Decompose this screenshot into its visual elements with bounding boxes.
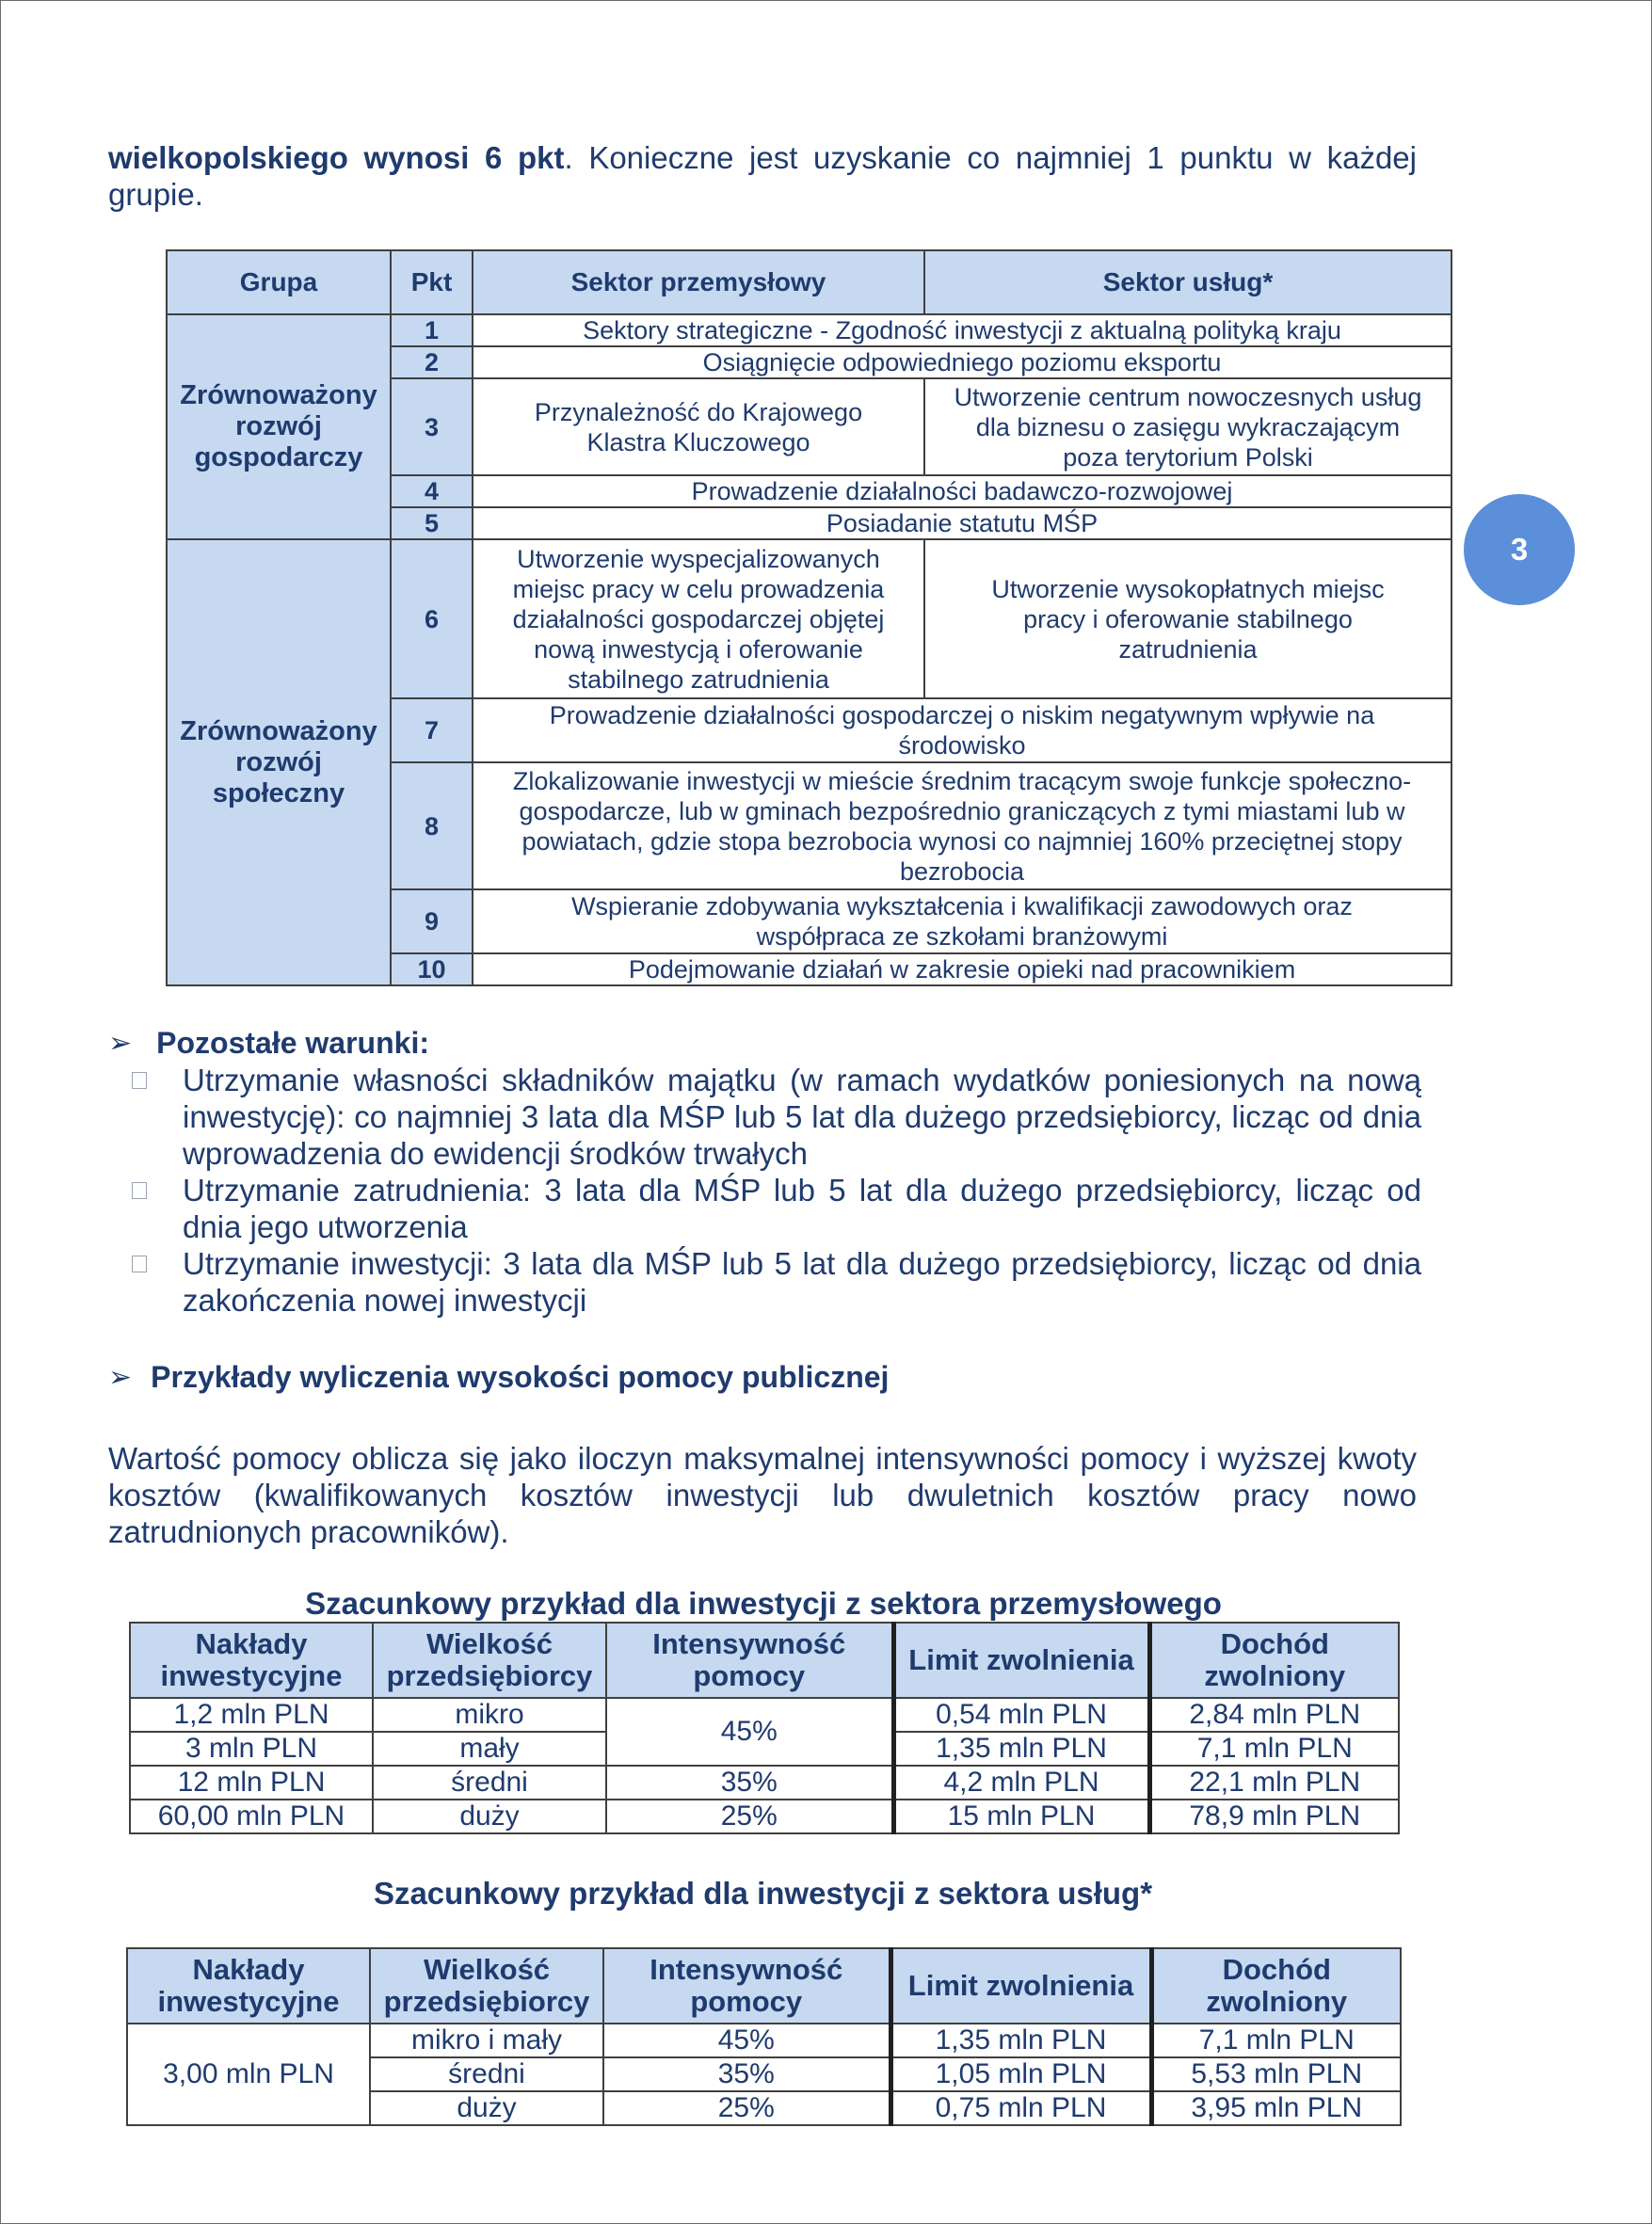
cell-naklady: 3 mln PLN — [130, 1732, 373, 1766]
page-number-badge: 3 — [1464, 494, 1575, 605]
cell-limit: 0,75 mln PLN — [890, 2091, 1151, 2125]
row-pkt: 5 — [391, 507, 473, 539]
arrow-bullet-icon: ➢ — [108, 1028, 133, 1059]
list-item — [132, 1062, 1421, 1172]
row-pkt: 1 — [391, 314, 473, 346]
row-criterion-przemysl: Utworzenie wyspecjalizowanych miejsc pracy w celu prowadzenia działalności gospodarczej objętej nową inwestycją i oferowanie stabilnego zatrudnienia — [473, 539, 924, 698]
cell-dochod: 7,1 mln PLN — [1151, 2024, 1401, 2057]
header-grupa: Grupa — [167, 250, 391, 314]
table-row — [127, 2024, 1401, 2057]
cell-intensywnosc: 45% — [603, 2024, 890, 2057]
header-dochod: Dochód zwolniony — [1151, 1948, 1401, 2024]
row-criterion: Sektory strategiczne - Zgodność inwestycji z aktualną polityką kraju — [473, 314, 1452, 346]
services-example-title: Szacunkowy przykład dla inwestycji z sektora usług* — [373, 1876, 1153, 1911]
cell-naklady: 12 mln PLN — [130, 1766, 373, 1800]
industry-header-row — [130, 1623, 1399, 1698]
cell-intensywnosc: 35% — [606, 1766, 893, 1800]
row-pkt: 8 — [391, 762, 473, 889]
list-item — [132, 1172, 1421, 1245]
cell-wielkosc: duży — [370, 2091, 603, 2125]
criteria-row — [167, 539, 1452, 698]
row-pkt: 9 — [391, 889, 473, 953]
intro-paragraph — [108, 139, 1417, 213]
cell-dochod: 2,84 mln PLN — [1149, 1698, 1399, 1732]
row-criterion: Prowadzenie działalności badawczo-rozwojowej — [473, 475, 1452, 507]
checkbox-bullet-icon — [132, 1256, 147, 1272]
cell-dochod: 5,53 mln PLN — [1151, 2057, 1401, 2091]
conditions-heading — [108, 1026, 429, 1061]
examples-heading-text: Przykłady wyliczenia wysokości pomocy publicznej — [151, 1360, 890, 1394]
header-dochod: Dochód zwolniony — [1149, 1623, 1399, 1698]
checkbox-bullet-icon — [132, 1072, 147, 1089]
examples-paragraph: Wartość pomocy oblicza się jako iloczyn maksymalnej intensywności pomocy i wyższej kwoty kosztów (kwalifikowanych kosztów inwestycji lub dwuletnich kosztów pracy nowo zatrudnionych pracowników). — [108, 1441, 1417, 1549]
cell-wielkosc: duży — [373, 1800, 606, 1833]
row-pkt: 3 — [391, 378, 473, 475]
cell-naklady: 3,00 mln PLN — [127, 2024, 370, 2125]
criteria-row — [167, 314, 1452, 346]
row-criterion: Zlokalizowanie inwestycji w mieście średnim tracącym swoje funkcje społeczno-gospodarcze, lub w gminach bezpośrednio graniczących z tymi miastami lub w powiatach, gdzie stopa bezrobocia wynosi co najmniej 160% przeciętnej stopy bezrobocia — [473, 762, 1452, 889]
cell-naklady: 1,2 mln PLN — [130, 1698, 373, 1732]
header-limit: Limit zwolnienia — [893, 1623, 1149, 1698]
row-pkt: 10 — [391, 953, 473, 985]
industry-example-title: Szacunkowy przykład dla inwestycji z sektora przemysłowego — [305, 1586, 1222, 1621]
header-naklady: Nakłady inwestycyjne — [130, 1623, 373, 1698]
header-pkt: Pkt — [391, 250, 473, 314]
list-item — [132, 1245, 1421, 1319]
cell-limit: 1,05 mln PLN — [890, 2057, 1151, 2091]
row-pkt: 7 — [391, 698, 473, 762]
header-wielkosc: Wielkość przedsiębiorcy — [370, 1948, 603, 2024]
cell-limit: 15 mln PLN — [893, 1800, 1149, 1833]
cell-dochod: 22,1 mln PLN — [1149, 1766, 1399, 1800]
condition-text: Utrzymanie inwestycji: 3 lata dla MŚP lub 5 lat dla dużego przedsiębiorcy, licząc od dnia zakończenia nowej inwestycji — [183, 1246, 1421, 1318]
header-sektor-przemyslowy: Sektor przemysłowy — [473, 250, 924, 314]
cell-limit: 0,54 mln PLN — [893, 1698, 1149, 1732]
cell-wielkosc: mikro i mały — [370, 2024, 603, 2057]
row-criterion: Prowadzenie działalności gospodarczej o niskim negatywnym wpływie na środowisko — [473, 698, 1452, 762]
group-gospodarczy: Zrównoważony rozwój gospodarczy — [167, 314, 391, 539]
row-pkt: 4 — [391, 475, 473, 507]
table-row — [130, 1800, 1399, 1833]
table-row — [130, 1766, 1399, 1800]
cell-limit: 1,35 mln PLN — [893, 1732, 1149, 1766]
cell-intensywnosc: 45% — [606, 1698, 893, 1766]
criteria-table — [166, 249, 1452, 986]
cell-dochod: 78,9 mln PLN — [1149, 1800, 1399, 1833]
cell-dochod: 7,1 mln PLN — [1149, 1732, 1399, 1766]
examples-heading — [108, 1360, 889, 1395]
arrow-bullet-icon: ➢ — [108, 1362, 133, 1393]
cell-intensywnosc: 25% — [603, 2091, 890, 2125]
intro-rest: . Konieczne jest uzyskanie co najmniej 1 punktu w każdej grupie. — [108, 140, 1417, 212]
criteria-header-row — [167, 250, 1452, 314]
header-sektor-uslug: Sektor usług* — [924, 250, 1452, 314]
cell-wielkosc: mikro — [373, 1698, 606, 1732]
checkbox-bullet-icon — [132, 1182, 147, 1199]
conditions-list — [132, 1062, 1421, 1319]
header-intensywnosc: Intensywność pomocy — [603, 1948, 890, 2024]
row-criterion: Wspieranie zdobywania wykształcenia i kwalifikacji zawodowych oraz współpraca ze szkołami branżowymi — [473, 889, 1452, 953]
header-wielkosc: Wielkość przedsiębiorcy — [373, 1623, 606, 1698]
header-limit: Limit zwolnienia — [890, 1948, 1151, 2024]
row-criterion: Posiadanie statutu MŚP — [473, 507, 1452, 539]
cell-limit: 1,35 mln PLN — [890, 2024, 1151, 2057]
group-spoleczny: Zrównoważony rozwój społeczny — [167, 539, 391, 985]
header-naklady: Nakłady inwestycyjne — [127, 1948, 370, 2024]
row-criterion-uslugi: Utworzenie wysokopłatnych miejsc pracy i oferowanie stabilnego zatrudnienia — [924, 539, 1452, 698]
row-criterion: Podejmowanie działań w zakresie opieki nad pracownikiem — [473, 953, 1452, 985]
cell-wielkosc: średni — [373, 1766, 606, 1800]
row-criterion-uslugi: Utworzenie centrum nowoczesnych usług dla biznesu o zasięgu wykraczającym poza terytorium Polski — [924, 378, 1452, 475]
row-pkt: 6 — [391, 539, 473, 698]
cell-intensywnosc: 25% — [606, 1800, 893, 1833]
intro-bold: wielkopolskiego wynosi 6 pkt — [108, 140, 565, 175]
row-criterion-przemysl: Przynależność do Krajowego Klastra Kluczowego — [473, 378, 924, 475]
cell-intensywnosc: 35% — [603, 2057, 890, 2091]
condition-text: Utrzymanie własności składników majątku (w ramach wydatków poniesionych na nową inwestycję): co najmniej 3 lata dla MŚP lub 5 lat dla dużego przedsiębiorcy, licząc od dnia wprowadzenia do ewidencji środków trwałych — [183, 1063, 1421, 1171]
cell-limit: 4,2 mln PLN — [893, 1766, 1149, 1800]
header-intensywnosc: Intensywność pomocy — [606, 1623, 893, 1698]
cell-wielkosc: średni — [370, 2057, 603, 2091]
cell-naklady: 60,00 mln PLN — [130, 1800, 373, 1833]
cell-dochod: 3,95 mln PLN — [1151, 2091, 1401, 2125]
services-header-row — [127, 1948, 1401, 2024]
industry-example-table — [129, 1622, 1400, 1834]
services-example-table — [126, 1947, 1402, 2126]
condition-text: Utrzymanie zatrudnienia: 3 lata dla MŚP lub 5 lat dla dużego przedsiębiorcy, licząc od dnia jego utworzenia — [183, 1173, 1421, 1244]
conditions-heading-text: Pozostałe warunki: — [156, 1026, 429, 1060]
cell-wielkosc: mały — [373, 1732, 606, 1766]
row-pkt: 2 — [391, 346, 473, 378]
row-criterion: Osiągnięcie odpowiedniego poziomu eksportu — [473, 346, 1452, 378]
table-row — [130, 1698, 1399, 1732]
